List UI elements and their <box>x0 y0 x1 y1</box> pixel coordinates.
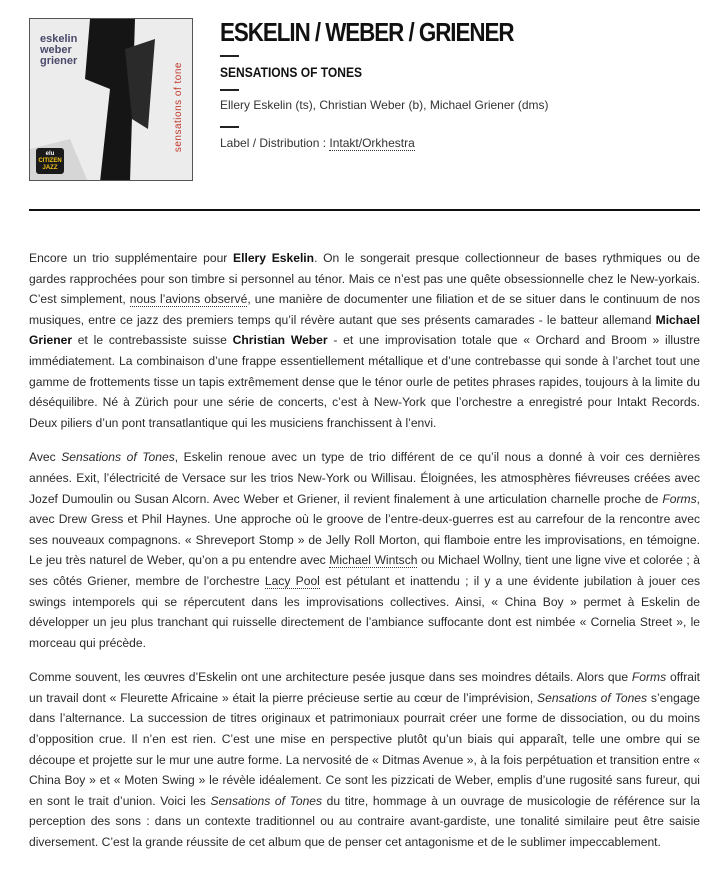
cover-artist-line: weber <box>40 44 72 56</box>
text: , une manière de documenter une filiation et de se situer dans le continuum de nos musiques, entre ce jazz des premiers temps qu’il révère autant que ses présents camarades - le batteur allemand <box>29 292 700 327</box>
title-divider <box>220 55 239 57</box>
text: du titre, hommage à un ouvrage de musicologie de référence sur la perception des sons : dans un contexte traditionnel ou au contraire avant-gardiste, une tonalité similaire peut être saisie diversement. C’est la grande réussite de cet album que de penser cet antagonisme et de le sublimer impeccablement. <box>29 793 700 850</box>
italic-title: Forms <box>631 670 667 685</box>
text: et le contrebassiste suisse <box>72 333 233 348</box>
text: . On le songerait presque collectionneur de bases rythmiques ou de gardes rapprochées pour son timbre si personnel au ténor. Mais ce n’est pas une quête obsessionnelle chez le New-yorkais. C’est simplement, <box>29 251 700 307</box>
text: , Eskelin renoue avec un type de trio différent de ce qu’il nous a donné à voir ces dernières années. Exit, l’électricité de Versace sur les trios New-York ou Willisau. Éloignées, les atmosphères fiévreuses créées avec Jozef Dumoulin ou Susan Alcorn. Avec Weber et Griener, il revient finalement à une articulation charnelle proche de <box>29 450 700 506</box>
album-subtitle: SENSATIONS OF TONES <box>220 64 363 80</box>
paragraph-1 <box>29 248 700 433</box>
logo-top-text: elu <box>45 151 55 157</box>
paragraph-2 <box>29 447 700 653</box>
text: - et une improvisation totale que « Orchard and Broom » illustre immédiatement. La combinaison d’une frappe essentiellement métallique et d’une contrebasse qui sonde à l’archet tout une gamme de frottements tisse un tapis extrêmement dense que le ténor ourle de petites phrases rapides, toujours à la limite du déséquilibre. Né à Zürich pour une série de concerts, c’est à New-York que l’orchestre a enregistré pour Intakt Records. Deux piliers d’un pont transatlantique qui les musiciens franchissent à l’envi. <box>29 333 700 430</box>
album-title: ESKELIN / WEBER / GRIENER <box>220 17 514 47</box>
italic-title: Sensations of Tones <box>210 793 323 808</box>
logo-bottom-text: CITIZEN JAZZ <box>38 158 62 171</box>
text: ou Michael Wollny, tient une ligne vive et colorée ; à ses côtés Griener, membre de l’orchestre <box>29 553 700 588</box>
header-separator <box>29 209 700 211</box>
cover-artist-line: eskelin <box>40 33 78 45</box>
cover-artists <box>40 34 77 67</box>
text: est pétulant et inattendu ; il y a une évidente jubilation à jouer ces swings intemporels qui se répercutent dans les improvisations collectives. Ainsi, « China Boy » permet à Eskelin de développer un jeu plus tranchant qui ruisselle directement de l’ambiance suffocante dont est nimbée « Cornelia Street », le morceau qui précède. <box>29 573 700 650</box>
inline-link[interactable]: Michael Wintsch <box>329 553 418 568</box>
italic-title: Forms <box>662 491 697 506</box>
inline-link[interactable]: nous l’avions observé <box>129 292 248 307</box>
cover-side-text: sensations of tone <box>173 61 184 152</box>
text: s’engage dans l’alternance. La succession de titres originaux et patrimoniaux pourrait créer une forme de dissociation, ou du moins d’opposition crue. Il n’en est rien. C’est une mise en perspective plutôt qu’un biais qui apparaît, telle une ombre qui se découpe et projette sur le mur une autre forme. La nervosité de « Ditmas Avenue », à la fois perpétuation et transition entre « China Boy » et « Moten Swing » le révèle idéalement. Ce sont les pizzicati de Weber, emplis d’une rugosité sans fureur, qui en sont le trait d’union. Voici les <box>29 690 700 808</box>
paragraph-3 <box>29 667 700 852</box>
text: offrait un travail dont « Fleurette Africaine » était la pierre précieuse sertie au cœur de l’imprévision, <box>29 670 700 705</box>
label-prefix: Label / Distribution : <box>220 136 330 150</box>
subtitle-divider <box>220 89 239 91</box>
text: Comme souvent, les œuvres d’Eskelin ont une architecture pesée jusque dans ses moindres détails. Alors que <box>29 670 632 685</box>
text: Avec <box>29 450 62 465</box>
album-cover <box>29 18 193 181</box>
text: Encore un trio supplémentaire pour <box>29 251 234 265</box>
musicians-divider <box>220 126 239 128</box>
citizen-jazz-logo <box>36 148 64 174</box>
label-line <box>220 136 415 150</box>
article-body <box>29 248 700 867</box>
inline-link[interactable]: Lacy Pool <box>264 573 320 588</box>
bold-name: Christian Weber <box>232 333 328 348</box>
text: , avec Drew Gress et Phil Haynes. Une approche où le groove de l’entre-deux-guerres est au carrefour de la rencontre avec ses nouveaux compagnons. « Shreveport Stomp » de Jelly Roll Morton, qui flamboie entre les improvisations, en témoigne. Le jeu très naturel de Weber, qu’on a pu entendre avec <box>29 491 700 568</box>
bold-name: Ellery Eskelin <box>233 251 315 265</box>
italic-title: Sensations of Tones <box>61 450 175 465</box>
bold-name: Michael Griener <box>29 312 700 348</box>
cover-artist-line: griener <box>40 55 78 67</box>
musicians-line: Ellery Eskelin (ts), Christian Weber (b), Michael Griener (dms) <box>220 98 549 112</box>
italic-title: Sensations of Tones <box>537 690 648 705</box>
label-link[interactable]: Intakt/Orkhestra <box>329 136 415 150</box>
